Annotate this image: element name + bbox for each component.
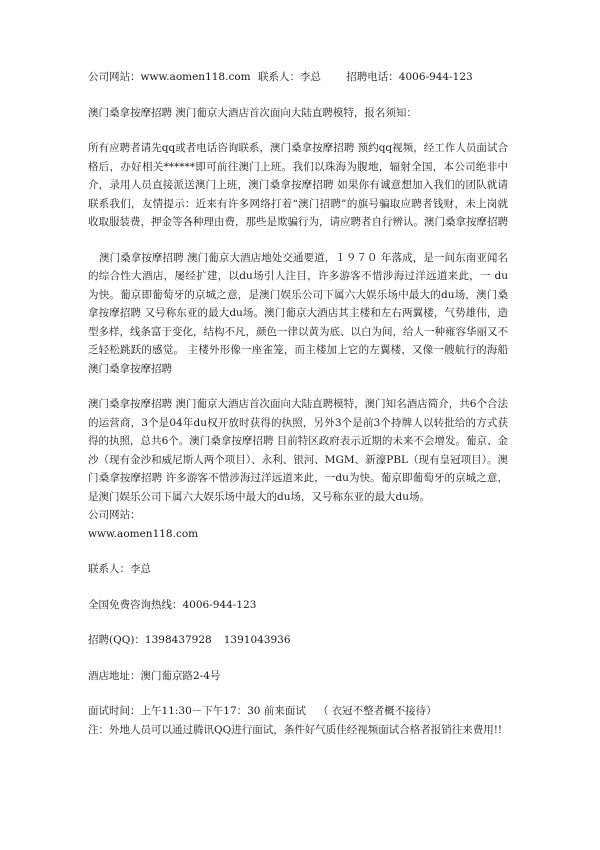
contact-website-label: 公司网站： <box>88 509 141 521</box>
contact-qq-row <box>88 631 508 650</box>
paragraph-intro: 所有应聘者请先qq或者电话咨询联系，澳门桑拿按摩招聘 预约qq视频，经工作人员面试合格后，办好相关******即可前往澳门上班。我们以珠海为腹地，辐射全国，本公司绝非中介，录用人员直接派送澳门上班，澳门桑拿按摩招聘 如果你有诚意想加入我们的团队就请联系我们，友情提示：近来有许多网络打着“澳门招聘”的旗号骗取应聘者钱财，未上岗就收取服装费，押金等各种理由费，那些是欺骗行为，请应聘者自行辨认。澳门桑拿按摩招聘 <box>88 142 508 228</box>
interview-time: 面试时间：上午11:30－下午17：30 前来面试 <box>88 705 306 717</box>
document-page <box>88 68 508 739</box>
contact-qq-2: 1391043936 <box>223 634 291 646</box>
contact-website-url: www.aomen118.com <box>88 527 199 540</box>
contact-qq-label: 招聘(QQ)： <box>88 634 145 646</box>
notice-line: 注：外地人员可以通过腾讯QQ进行面试，条件好气质佳经视频面试合格者报销往来费用!! <box>88 723 503 736</box>
contact-block <box>88 506 508 739</box>
paragraph-operators: 澳门桑拿按摩招聘 澳门葡京大酒店首次面向大陆直聘模特，澳门知名酒店简介，共6个合法的运营商，3个是04年du权开放时获得的执照，另外3个是前3个持牌人以转批给的方式获得的执照，总共6个。澳门桑拿按摩招聘 目前特区政府表示近期的未来不会增发。葡京、金沙（现有金沙和威尼斯人两个项目）、永利、银河、MGM、新濠PBL（现有皇冠项目）。澳门桑拿按摩招聘 许多游客不惜涉海过洋远道来此，一du为快。葡京即葡萄牙的京城之意，是澳门娱乐公司下属六大娱乐场中最大的du场，又号称东亚的最大du场。 <box>88 398 508 503</box>
contact-hotline: 全国免费咨询热线：4006-944-123 <box>88 598 257 611</box>
paragraph-hotel-description: 澳门桑拿按摩招聘 澳门葡京大酒店地处交通要道，１９７０ 年落成，是一间东南亚闻名的综合性大酒店，屡经扩建，以du场引人注目，许多游客不惜涉海过洋远道来此，一 du 为快。葡京即葡萄牙的京城之意，是澳门娱乐公司下属六大娱乐场中最大的du场，澳门桑拿按摩招聘 又号称东亚的最大du场。澳门葡京大酒店其主楼和左右两翼楼，气势雄伟，造型多样，线条富于变化，结构不凡，颜色一律以黄为底、以白为间，给人一种雍容华丽又不乏轻松跳跃的感觉。 主楼外形像一座雀笼，而主楼加上它的左翼楼，又像一艘航行的海船澳门桑拿按摩招聘 <box>88 251 508 375</box>
header-line <box>88 68 508 87</box>
header-contact: 联系人：李总 <box>257 71 321 83</box>
interview-note: （ 衣冠不整者概不接待） <box>317 705 437 717</box>
header-website: 公司网站：www.aomen118.com <box>88 71 251 83</box>
interview-time-row <box>88 702 508 721</box>
contact-person: 联系人：李总 <box>88 563 151 575</box>
contact-qq-1: 1398437928 <box>144 634 212 646</box>
contact-address: 酒店地址：澳门葡京路2-4号 <box>88 669 221 682</box>
document-title: 澳门桑拿按摩招聘 澳门葡京大酒店首次面向大陆直聘模特，报名须知： <box>88 106 417 119</box>
header-phone: 招聘电话：4006-944-123 <box>346 71 473 83</box>
